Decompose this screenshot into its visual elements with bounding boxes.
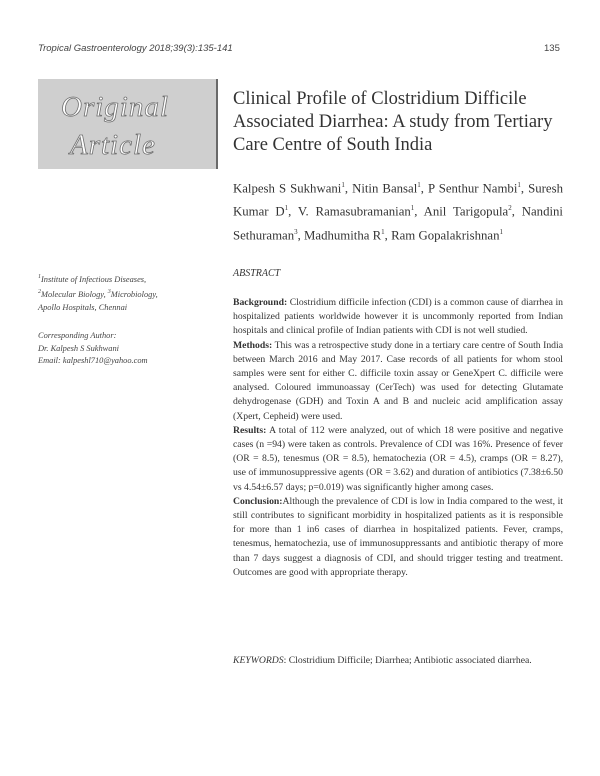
- keywords-label: KEYWORDS: [233, 655, 284, 666]
- author-affiliation-mark: 1: [381, 227, 385, 236]
- author-name: Nitin Bansal: [352, 181, 418, 196]
- section-text: This was a retrospective study done in a tertiary care centre of South India between March 2016 and May 2017. Case records of all patients for whom stool samples were sent for either C. difficile toxin assay or GeneXpert C. difficile were analysed. Coloured immunoassay (CerTech) was used for detecting Glutamate dehydrogenase (GDH) and Toxin A and B and nucleic acid amplification assay (Xpert, Cepheid) were used.: [233, 339, 563, 422]
- author-affiliation-mark: 3: [294, 227, 298, 236]
- section-label: Background:: [233, 297, 288, 308]
- author-affiliation-mark: 1: [410, 204, 415, 213]
- affiliation-line: Apollo Hospitals, Chennai: [38, 302, 128, 312]
- badge-line-1: Original: [61, 91, 169, 123]
- affiliations-block: [38, 271, 218, 368]
- affiliation-line: [38, 286, 218, 301]
- author-name: V. Ramasubramanian: [297, 204, 411, 219]
- affiliation-line: [38, 271, 218, 286]
- abstract-background: [233, 296, 563, 339]
- affiliation-text: Microbiology,: [110, 290, 158, 300]
- affiliation-text: Institute of Infectious Diseases,: [41, 274, 147, 284]
- keywords: [233, 654, 563, 668]
- abstract-conclusion: [233, 495, 563, 580]
- section-label: Conclusion:: [233, 495, 283, 507]
- corresponding-author-label: Corresponding Author:: [38, 331, 117, 341]
- author-name: Suresh Kumar D: [233, 181, 563, 219]
- keywords-text: : Clostridium Difficile; Diarrhea; Antibiotic associated diarrhea.: [283, 655, 532, 666]
- affiliation-mark: 1: [38, 274, 41, 280]
- corresponding-author-name: Dr. Kalpesh S Sukhwani: [38, 343, 119, 353]
- author-name: Ram Gopalakrishnan: [391, 227, 500, 242]
- corresponding-author-email: Email: kalpeshl710@yahoo.com: [38, 356, 148, 366]
- affiliation-mark: 3: [107, 289, 111, 296]
- article-type-badge: [38, 79, 218, 169]
- author-name: Madhumitha R: [304, 227, 382, 242]
- section-label: Results:: [233, 424, 267, 436]
- section-text: A total of 112 were analyzed, out of which 18 were positive and negative cases (n =94) were taken as controls. Prevalence of CDI was 16%. Presence of fever (OR = 8.5), tenesmus (OR = 8.5), hematochezia (OR = 4.5), cramps (OR = 8.27), use of immunosuppressive agents (OR = 3.62) and duration of antibiotics (7.38±6.50 vs 4.54±6.57 days; p=0.019) was significantly higher among cases.: [233, 424, 563, 493]
- abstract-results: [233, 424, 563, 495]
- section-text: Although the prevalence of CDI is low in India compared to the west, it still contributes to significant morbidity in hospitalized patients as it is responsible for more than 1 in6 cases of diarrhea in hospitalized patients. Fever, cramps, tenesmus, hematochezia, use of immunosuppressants and antibiotic therapy of more than 7 days suggest a diagnosis of CDI, and should trigger testing and treatment. Outcomes are good with appropriate therapy.: [233, 495, 563, 578]
- author-name: P Senthur Nambi: [428, 181, 518, 196]
- badge-line-2: Article: [70, 129, 156, 161]
- section-label: Methods:: [233, 339, 273, 351]
- author-affiliation-mark: 1: [499, 227, 503, 236]
- author-affiliation-mark: 1: [341, 181, 345, 189]
- affiliation-text: Molecular Biology,: [41, 290, 106, 300]
- author-name: Kalpesh S Sukhwani: [233, 181, 342, 196]
- author-affiliation-mark: 1: [417, 181, 421, 189]
- author-affiliation-mark: 1: [517, 181, 521, 189]
- section-text: Clostridium difficile infection (CDI) is a common cause of diarrhea in hospitalized patients worldwide however it is uncommonly reported from Indian hospitals and clinical profile of Indian patients with CDI is not well studied.: [233, 297, 564, 337]
- affiliation-mark: 2: [38, 289, 41, 296]
- author-affiliation-mark: 2: [508, 204, 512, 213]
- author-list: Kalpesh S Sukhwani$^1$, Nitin Bansal$^1$, P Senthur Nambi$^1$, Suresh Kumar $D^1$, V. Ramasubramanian$^1$, Anil Tarigopula$^2$, Nandini Sethuraman$^3$, Madhumitha $R^1$, Ram Gopalakrishnan$^1$: [233, 181, 563, 242]
- abstract-methods: [233, 339, 563, 424]
- abstract-body: [233, 296, 563, 580]
- author-affiliation-mark: 1: [284, 204, 289, 213]
- journal-citation: Tropical Gastroenterology 2018;39(3):135-141: [38, 43, 233, 54]
- page-number: 135: [544, 43, 560, 54]
- article-title: Clinical Profile of Clostridium Difficile Associated Diarrhea: A study from Tertiary Care Centre of South India: [233, 89, 553, 155]
- author-name: Anil Tarigopula: [423, 204, 509, 219]
- author-name: Nandini Sethuraman: [233, 204, 563, 242]
- abstract-heading: ABSTRACT: [233, 268, 281, 279]
